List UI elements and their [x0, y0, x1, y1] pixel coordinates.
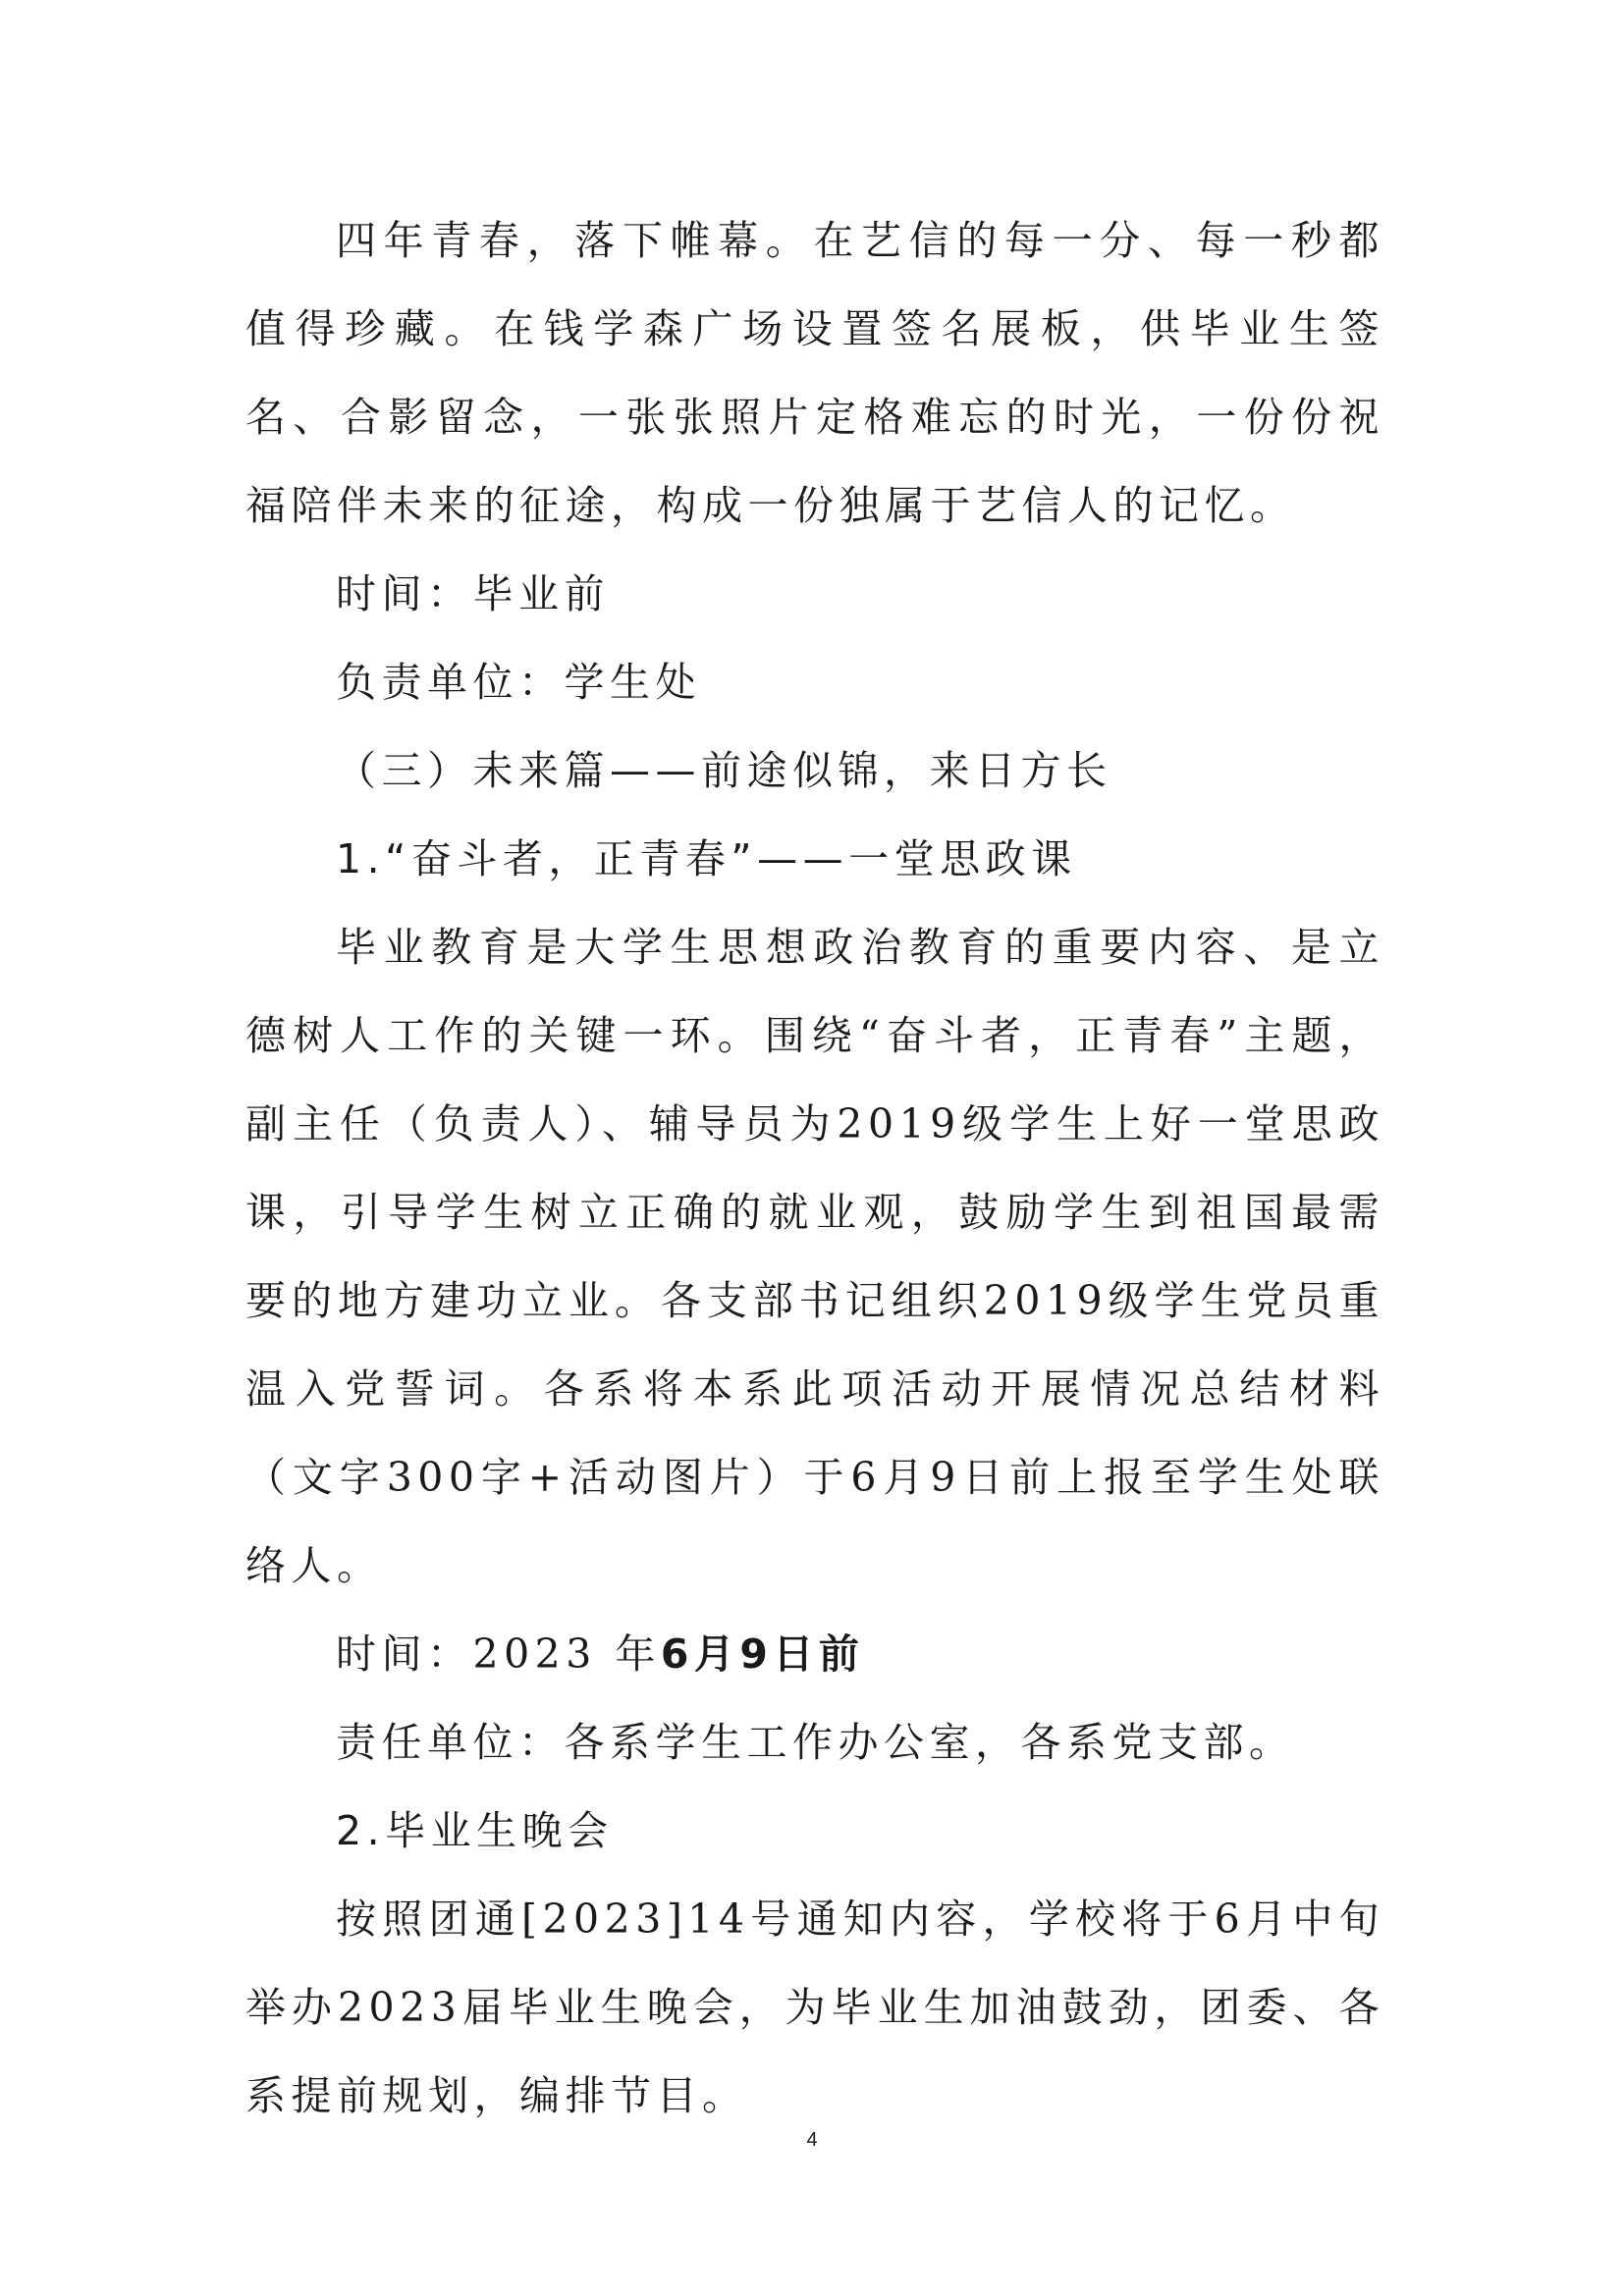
- responsible-unit-line: 负责单位：学生处: [336, 659, 701, 706]
- paragraph-ideology-class: 毕业教育是大学生思想政治教育的重要内容、是立德树人工作的关键一环。围绕“奋斗者，正青春”主题，副主任（负责人）、辅导员为2019级学生上好一堂思政课，引导学生树立正确的就业观，鼓励学生到祖国最需要的地方建功立业。各支部书记组织2019级学生党员重温入党誓词。各系将本系此项活动开展情况总结材料（文字300字+活动图片）于6月9日前上报至学生处联络人。: [245, 924, 1384, 1589]
- section-heading: （三）未来篇——前途似锦，来日方长: [336, 747, 1112, 794]
- time-line-2: [245, 1610, 1384, 1698]
- responsible-unit-line-2: 责任单位：各系学生工作办公室，各系党支部。: [336, 1719, 1295, 1766]
- paragraph-memory: 四年青春，落下帷幕。在艺信的每一分、每一秒都值得珍藏。在钱学森广场设置签名展板，供毕业生签名、合影留念，一张张照片定格难忘的时光，一份份祝福陪伴未来的征途，构成一份独属于艺信人的记忆。: [245, 217, 1384, 529]
- document-body: [245, 196, 1384, 2140]
- time-deadline: 6月9日前: [660, 1630, 865, 1678]
- item-heading-2: 2.毕业生晚会: [336, 1807, 614, 1854]
- page-number: 4: [806, 2129, 818, 2151]
- item-heading-1: 1.“奋斗者，正青春”——一堂思政课: [336, 835, 1077, 882]
- time-line: 时间：毕业前: [336, 570, 610, 617]
- paragraph-gala: 按照团通[2023]14号通知内容，学校将于6月中旬举办2023届毕业生晚会，为毕业生加油鼓劲，团委、各系提前规划，编排节目。: [245, 1896, 1384, 2119]
- time-prefix: 时间：2023 年: [336, 1630, 661, 1678]
